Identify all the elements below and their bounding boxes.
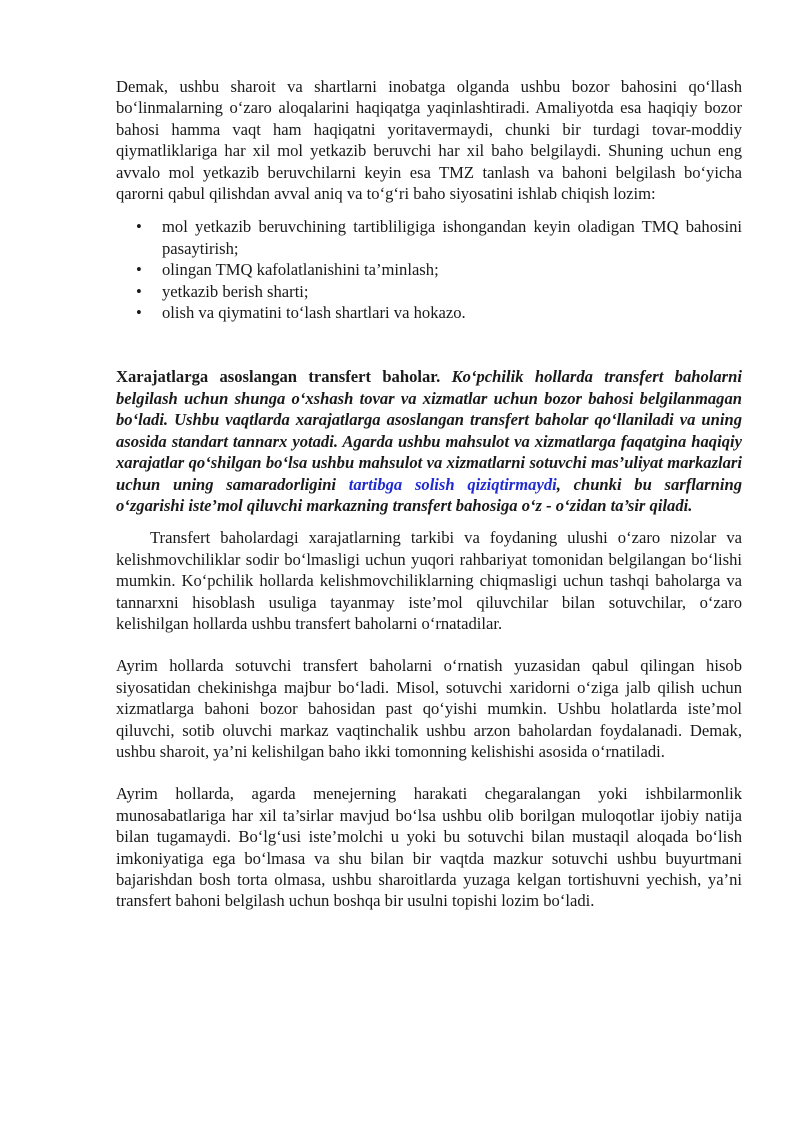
list-item-text: yetkazib berish sharti; xyxy=(162,281,309,301)
bullet-icon: • xyxy=(136,260,142,280)
bullet-icon: • xyxy=(136,303,142,323)
list-item-text: olish va qiymatini to‘lash shartlari va hokazo. xyxy=(162,303,466,323)
price-policy-list xyxy=(116,216,742,323)
list-item-text: olingan TMQ kafolatlanishini ta’minlash; xyxy=(162,260,439,280)
paragraph-cost-based-transfer xyxy=(116,366,742,516)
bullet-icon: • xyxy=(136,281,142,301)
document-page xyxy=(116,76,742,912)
section-heading: Xarajatlarga asoslangan transfert baholar. xyxy=(116,367,441,387)
list-item-text: mol yetkazib beruvchining tartibliligiga ishongandan keyin oladigan TMQ bahosini pasaytirish; xyxy=(162,217,742,258)
paragraph-transfer-structure: Transfert baholardagi xarajatlarning tarkibi va foydaning ulushi o‘zaro nizolar va kelishmovchiliklar sodir bo‘lmasligi uchun yuqori rahbariyat tomonidan belgilangan bo‘lishi mumkin. Ko‘pchilik hollarda kelishmovchiliklarning chiqmasligi uchun tashqi baholarga va tannarxni hisoblash usuliga tayanmay iste’mol qiluvchilar bilan sotuvchilar, o‘zaro kelishilgan hollarda ushbu transfert baholarni o‘rnatadilar. xyxy=(116,528,742,633)
paragraph-seller-deviation: Ayrim hollarda sotuvchi transfert baholarni o‘rnatish yuzasidan qabul qilingan hisob siyosatidan chekinishga majbur bo‘ladi. Misol, sotuvchi xaridorni o‘ziga jalb qilish uchun xizmatlarga bahoni bozor bahosidan past qo‘yishi mumkin. Ushbu holatlarda iste’mol qiluvchi, sotib oluvchi markaz vaqtinchalik ushbu arzon baholardan foydalanadi. Demak, ushbu sharoit, ya’ni kelishilgan baho ikki tomonning kelishishi asosida o‘rnatiladi. xyxy=(116,656,742,761)
list-item xyxy=(116,302,742,323)
bullet-icon: • xyxy=(136,217,142,237)
italic-text: Ko‘pchilik hollarda transfert baholarni belgilash uchun shunga o‘xshash tovar va xizmatlar uchun bozor bahosi belgilanmagan bo‘ladi. Ushbu vaqtlarda xarajatlarga asoslangan transfert baholar qo‘llaniladi va uning asosida standart tannarx yotadi. Agarda ushbu mahsulot va xizmatlarga faqatgina haqiqiy xarajatlar qo‘shilgan bo‘lsa ushbu mahsulot va xizmatlarni sotuvchi mas’uliyat markazlari uchun uning samaradorligini xyxy=(116,367,742,494)
italic-text-end: , chunki bu sarflarning o‘zgarishi iste’mol qiluvchi markazning transfert bahosiga o‘z - o‘zidan ta’sir qiladi. xyxy=(116,474,742,515)
list-item xyxy=(116,281,742,302)
paragraph-manager-limits: Ayrim hollarda, agarda menejerning harakati chegaralangan yoki ishbilarmonlik munosabatlariga har xil ta’sirlar mavjud bo‘lsa ushbu olib borilgan muloqotlar ijobiy natija bilan tugamaydi. Bo‘lg‘usi iste’molchi u yoki bu sotuvchi bilan mustaqil aloqada bo‘lish imkoniyatiga ega bo‘lmasa va shu bilan bir vaqtda mazkur sotuvchi ushbu buyurtmani bajarishdan bosh torta olmasa, ushbu sharoitlarda yuzaga kelgan tortishuvni yechish, ya’ni transfert bahoni belgilash uchun boshqa bir usulni topishi lozim bo‘ladi. xyxy=(116,784,742,911)
inline-link[interactable]: tartibga solish qiziqtirmaydi xyxy=(348,474,557,494)
list-item xyxy=(116,216,742,259)
list-item xyxy=(116,259,742,280)
paragraph-market-price: Demak, ushbu sharoit va shartlarni inobatga olganda ushbu bozor bahosini qo‘llash bo‘linmalarning o‘zaro aloqalarini haqiqatga yaqinlashtiradi. Amaliyotda esa haqiqiy bozor bahosi hamma vaqt ham haqiqatni yoritavermaydi, chunki bir turdagi tovar-moddiy qiymatliklariga har xil mol yetkazib beruvchi har xil baho belgilaydi. Shuning uchun eng avvalo mol yetkazib beruvchilarni keyin esa TMZ tanlash va bahoni belgilash bo‘yicha qarorni qabul qilishdan avval aniq va to‘g‘ri baho siyosatini ishlab chiqish lozim: xyxy=(116,77,742,204)
